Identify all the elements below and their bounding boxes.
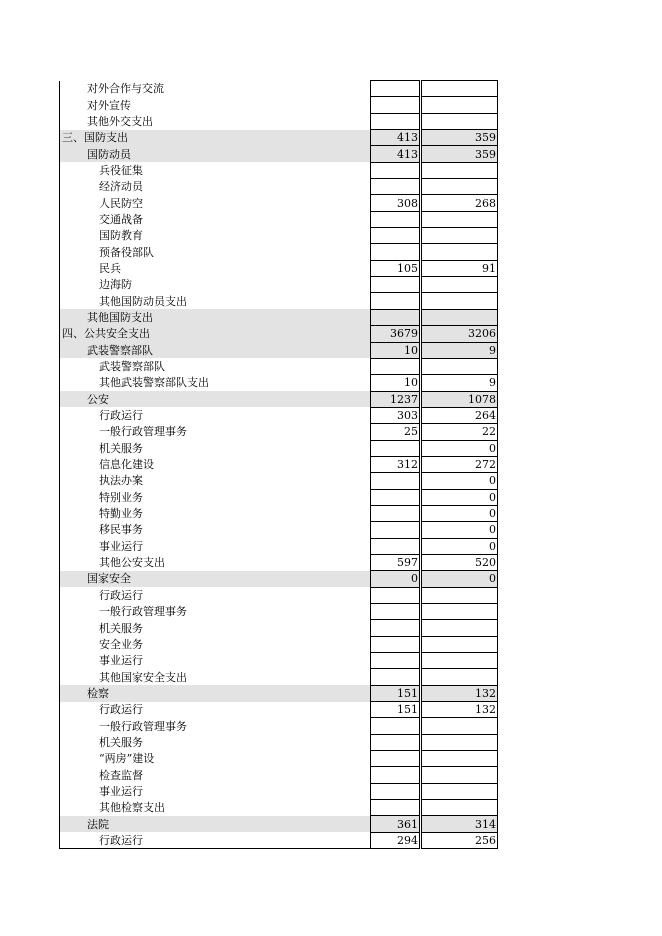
row-label: 一般行政管理事务 xyxy=(60,604,371,620)
value-col-2: 0 xyxy=(422,571,498,587)
value-col-1 xyxy=(371,179,420,195)
value-col-2: 0 xyxy=(422,505,498,521)
value-col-1 xyxy=(371,800,420,816)
value-col-2 xyxy=(422,179,498,195)
row-label: 法院 xyxy=(60,816,371,832)
row-label: 信息化建设 xyxy=(60,456,371,472)
value-col-2: 0 xyxy=(422,440,498,456)
row-label: 公安 xyxy=(60,391,371,407)
value-col-2 xyxy=(422,751,498,767)
value-col-1 xyxy=(371,440,420,456)
row-label: “两房”建设 xyxy=(60,751,371,767)
value-col-2: 268 xyxy=(422,195,498,211)
table-row xyxy=(60,832,498,848)
row-label: 移民事务 xyxy=(60,522,371,538)
value-col-1 xyxy=(371,309,420,325)
row-label: 预备役部队 xyxy=(60,244,371,260)
row-label: 其他国防动员支出 xyxy=(60,293,371,309)
row-label: 机关服务 xyxy=(60,440,371,456)
value-col-1 xyxy=(371,734,420,750)
row-label: 检查监督 xyxy=(60,767,371,783)
row-label: 经济动员 xyxy=(60,179,371,195)
table-row xyxy=(60,130,498,146)
value-col-2: 0 xyxy=(422,489,498,505)
value-col-1: 303 xyxy=(371,407,420,423)
value-col-2: 256 xyxy=(422,832,498,848)
value-col-1: 413 xyxy=(371,146,420,162)
table-row xyxy=(60,718,498,734)
value-col-2: 9 xyxy=(422,375,498,391)
table-row xyxy=(60,326,498,342)
value-col-2 xyxy=(422,783,498,799)
row-label: 事业运行 xyxy=(60,538,371,554)
value-col-2: 272 xyxy=(422,456,498,472)
value-col-1 xyxy=(371,604,420,620)
value-col-2 xyxy=(422,309,498,325)
table-row xyxy=(60,702,498,718)
row-label: 对外合作与交流 xyxy=(60,81,371,97)
row-label: 一般行政管理事务 xyxy=(60,424,371,440)
row-label: 其他武装警察部队支出 xyxy=(60,375,371,391)
row-label: 行政运行 xyxy=(60,407,371,423)
table-row xyxy=(60,211,498,227)
table-row xyxy=(60,81,498,97)
value-col-2: 359 xyxy=(422,130,498,146)
row-label: 对外宣传 xyxy=(60,97,371,113)
table-row xyxy=(60,489,498,505)
value-col-1: 597 xyxy=(371,554,420,570)
value-col-2 xyxy=(422,293,498,309)
row-label: 边海防 xyxy=(60,277,371,293)
value-col-1 xyxy=(371,277,420,293)
row-label: 国防动员 xyxy=(60,146,371,162)
value-col-1 xyxy=(371,767,420,783)
row-label: 其他公安支出 xyxy=(60,554,371,570)
value-col-2: 132 xyxy=(422,702,498,718)
table-row xyxy=(60,391,498,407)
value-col-1 xyxy=(371,113,420,129)
table-row xyxy=(60,800,498,816)
value-col-2 xyxy=(422,228,498,244)
table-row xyxy=(60,358,498,374)
value-col-2 xyxy=(422,604,498,620)
value-col-1 xyxy=(371,293,420,309)
value-col-1: 1237 xyxy=(371,391,420,407)
value-col-1 xyxy=(371,783,420,799)
row-label: 事业运行 xyxy=(60,653,371,669)
row-label: 机关服务 xyxy=(60,734,371,750)
table-row xyxy=(60,816,498,832)
table-row xyxy=(60,554,498,570)
row-label: 人民防空 xyxy=(60,195,371,211)
table-row xyxy=(60,342,498,358)
table-row xyxy=(60,162,498,178)
row-label: 特勤业务 xyxy=(60,505,371,521)
value-col-1: 361 xyxy=(371,816,420,832)
value-col-1 xyxy=(371,244,420,260)
value-col-2 xyxy=(422,734,498,750)
value-col-1 xyxy=(371,538,420,554)
value-col-1 xyxy=(371,211,420,227)
value-col-2: 0 xyxy=(422,522,498,538)
budget-table xyxy=(59,80,498,849)
value-col-1: 294 xyxy=(371,832,420,848)
value-col-2: 1078 xyxy=(422,391,498,407)
value-col-2 xyxy=(422,81,498,97)
table-row xyxy=(60,636,498,652)
table-row xyxy=(60,456,498,472)
value-col-2 xyxy=(422,636,498,652)
table-row xyxy=(60,179,498,195)
table-row xyxy=(60,783,498,799)
row-label: 交通战备 xyxy=(60,211,371,227)
row-label: 一般行政管理事务 xyxy=(60,718,371,734)
table-row xyxy=(60,604,498,620)
table-row xyxy=(60,473,498,489)
value-col-2 xyxy=(422,113,498,129)
value-col-2: 22 xyxy=(422,424,498,440)
value-col-1: 312 xyxy=(371,456,420,472)
value-col-1 xyxy=(371,162,420,178)
value-col-2: 264 xyxy=(422,407,498,423)
value-col-1 xyxy=(371,489,420,505)
value-col-2: 359 xyxy=(422,146,498,162)
table-row xyxy=(60,195,498,211)
value-col-1 xyxy=(371,620,420,636)
value-col-2: 314 xyxy=(422,816,498,832)
row-label: 国防教育 xyxy=(60,228,371,244)
value-col-2 xyxy=(422,718,498,734)
value-col-1 xyxy=(371,587,420,603)
row-label: 三、国防支出 xyxy=(60,130,371,146)
table-row xyxy=(60,309,498,325)
table-row xyxy=(60,113,498,129)
table-row xyxy=(60,751,498,767)
value-col-1 xyxy=(371,522,420,538)
table-row xyxy=(60,424,498,440)
value-col-1: 151 xyxy=(371,685,420,701)
row-label: 民兵 xyxy=(60,260,371,276)
row-label: 兵役征集 xyxy=(60,162,371,178)
table-row xyxy=(60,505,498,521)
value-col-1 xyxy=(371,718,420,734)
row-label: 执法办案 xyxy=(60,473,371,489)
value-col-1: 10 xyxy=(371,342,420,358)
value-col-1 xyxy=(371,358,420,374)
value-col-1 xyxy=(371,669,420,685)
value-col-2 xyxy=(422,653,498,669)
table-row xyxy=(60,440,498,456)
row-label: 行政运行 xyxy=(60,832,371,848)
value-col-2 xyxy=(422,162,498,178)
value-col-1 xyxy=(371,505,420,521)
value-col-1 xyxy=(371,751,420,767)
value-col-2 xyxy=(422,620,498,636)
row-label: 行政运行 xyxy=(60,587,371,603)
value-col-2: 3206 xyxy=(422,326,498,342)
value-col-1 xyxy=(371,228,420,244)
table-row xyxy=(60,244,498,260)
value-col-1: 3679 xyxy=(371,326,420,342)
value-col-2: 9 xyxy=(422,342,498,358)
table-row xyxy=(60,293,498,309)
table-row xyxy=(60,97,498,113)
row-label: 其他国家安全支出 xyxy=(60,669,371,685)
value-col-2: 520 xyxy=(422,554,498,570)
value-col-2: 0 xyxy=(422,538,498,554)
table-row xyxy=(60,277,498,293)
row-label: 其他国防支出 xyxy=(60,309,371,325)
row-label: 武装警察部队 xyxy=(60,342,371,358)
table-row xyxy=(60,522,498,538)
row-label: 其他外交支出 xyxy=(60,113,371,129)
table-row xyxy=(60,685,498,701)
row-label: 事业运行 xyxy=(60,783,371,799)
table-row xyxy=(60,767,498,783)
row-label: 安全业务 xyxy=(60,636,371,652)
value-col-1: 308 xyxy=(371,195,420,211)
row-label: 国家安全 xyxy=(60,571,371,587)
row-label: 特别业务 xyxy=(60,489,371,505)
value-col-2 xyxy=(422,277,498,293)
value-col-2 xyxy=(422,767,498,783)
table-row xyxy=(60,669,498,685)
value-col-1: 413 xyxy=(371,130,420,146)
row-label: 机关服务 xyxy=(60,620,371,636)
value-col-1 xyxy=(371,97,420,113)
row-label: 武装警察部队 xyxy=(60,358,371,374)
row-label: 检察 xyxy=(60,685,371,701)
value-col-1: 10 xyxy=(371,375,420,391)
value-col-1: 105 xyxy=(371,260,420,276)
value-col-1: 0 xyxy=(371,571,420,587)
table-row xyxy=(60,620,498,636)
value-col-2 xyxy=(422,358,498,374)
table-row xyxy=(60,538,498,554)
value-col-1 xyxy=(371,81,420,97)
value-col-1: 151 xyxy=(371,702,420,718)
value-col-2 xyxy=(422,587,498,603)
value-col-2: 91 xyxy=(422,260,498,276)
value-col-2: 132 xyxy=(422,685,498,701)
table-body xyxy=(60,81,498,849)
table-row xyxy=(60,260,498,276)
value-col-1 xyxy=(371,473,420,489)
table-row xyxy=(60,407,498,423)
table-row xyxy=(60,571,498,587)
table-row xyxy=(60,734,498,750)
value-col-1 xyxy=(371,636,420,652)
row-label: 行政运行 xyxy=(60,702,371,718)
value-col-1: 25 xyxy=(371,424,420,440)
value-col-1 xyxy=(371,653,420,669)
value-col-2 xyxy=(422,669,498,685)
table-row xyxy=(60,146,498,162)
value-col-2 xyxy=(422,211,498,227)
value-col-2 xyxy=(422,800,498,816)
row-label: 四、公共安全支出 xyxy=(60,326,371,342)
table-row xyxy=(60,375,498,391)
value-col-2 xyxy=(422,244,498,260)
table-row xyxy=(60,587,498,603)
row-label: 其他检察支出 xyxy=(60,800,371,816)
value-col-2: 0 xyxy=(422,473,498,489)
value-col-2 xyxy=(422,97,498,113)
table-row xyxy=(60,653,498,669)
table-row xyxy=(60,228,498,244)
